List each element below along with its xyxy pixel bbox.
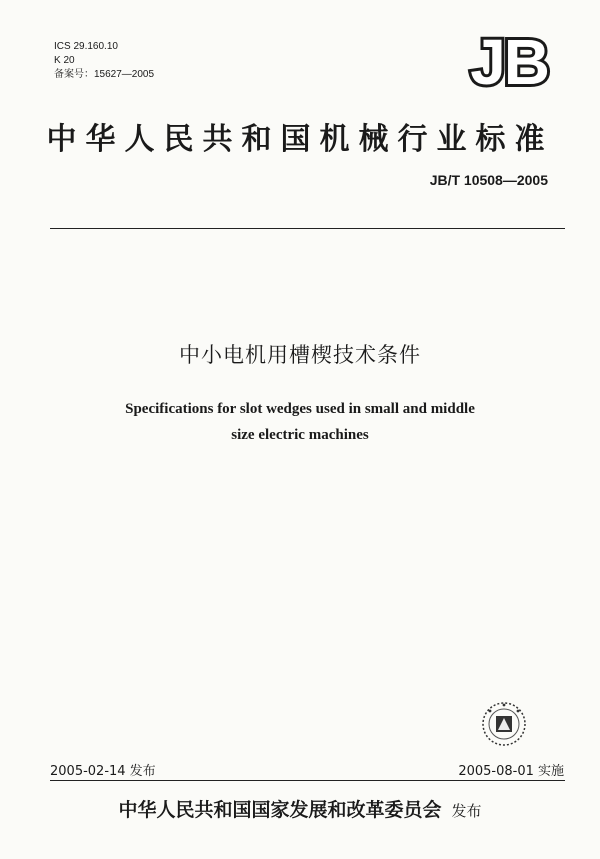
ics-number: ICS 29.160.10 [54,41,118,52]
publisher [0,796,600,825]
bottom-divider [50,780,565,781]
k-code: K 20 [54,55,75,66]
document-title-en-line2: size electric machines [231,427,369,443]
jb-logo: JB [470,26,548,98]
top-divider [50,228,565,229]
standard-title: 中华人民共和国机械行业标准 [46,122,554,157]
issue-date: 2005-02-14 发布 [50,764,156,779]
publisher-seal-icon [480,700,528,748]
publisher-name: 中华人民共和国国家发展和改革委员会 [118,799,442,821]
document-title-en-line1: Specifications for slot wedges used in small and middle [125,401,475,417]
implementation-date: 2005-08-01 实施 [458,764,564,779]
record-number: 备案号：15627—2005 [54,69,155,80]
standard-code: JB/T 10508—2005 [429,172,548,188]
publisher-suffix: 发布 [451,802,482,820]
document-title-cn: 中小电机用槽楔技术条件 [179,343,421,367]
document-title-en [0,396,600,448]
